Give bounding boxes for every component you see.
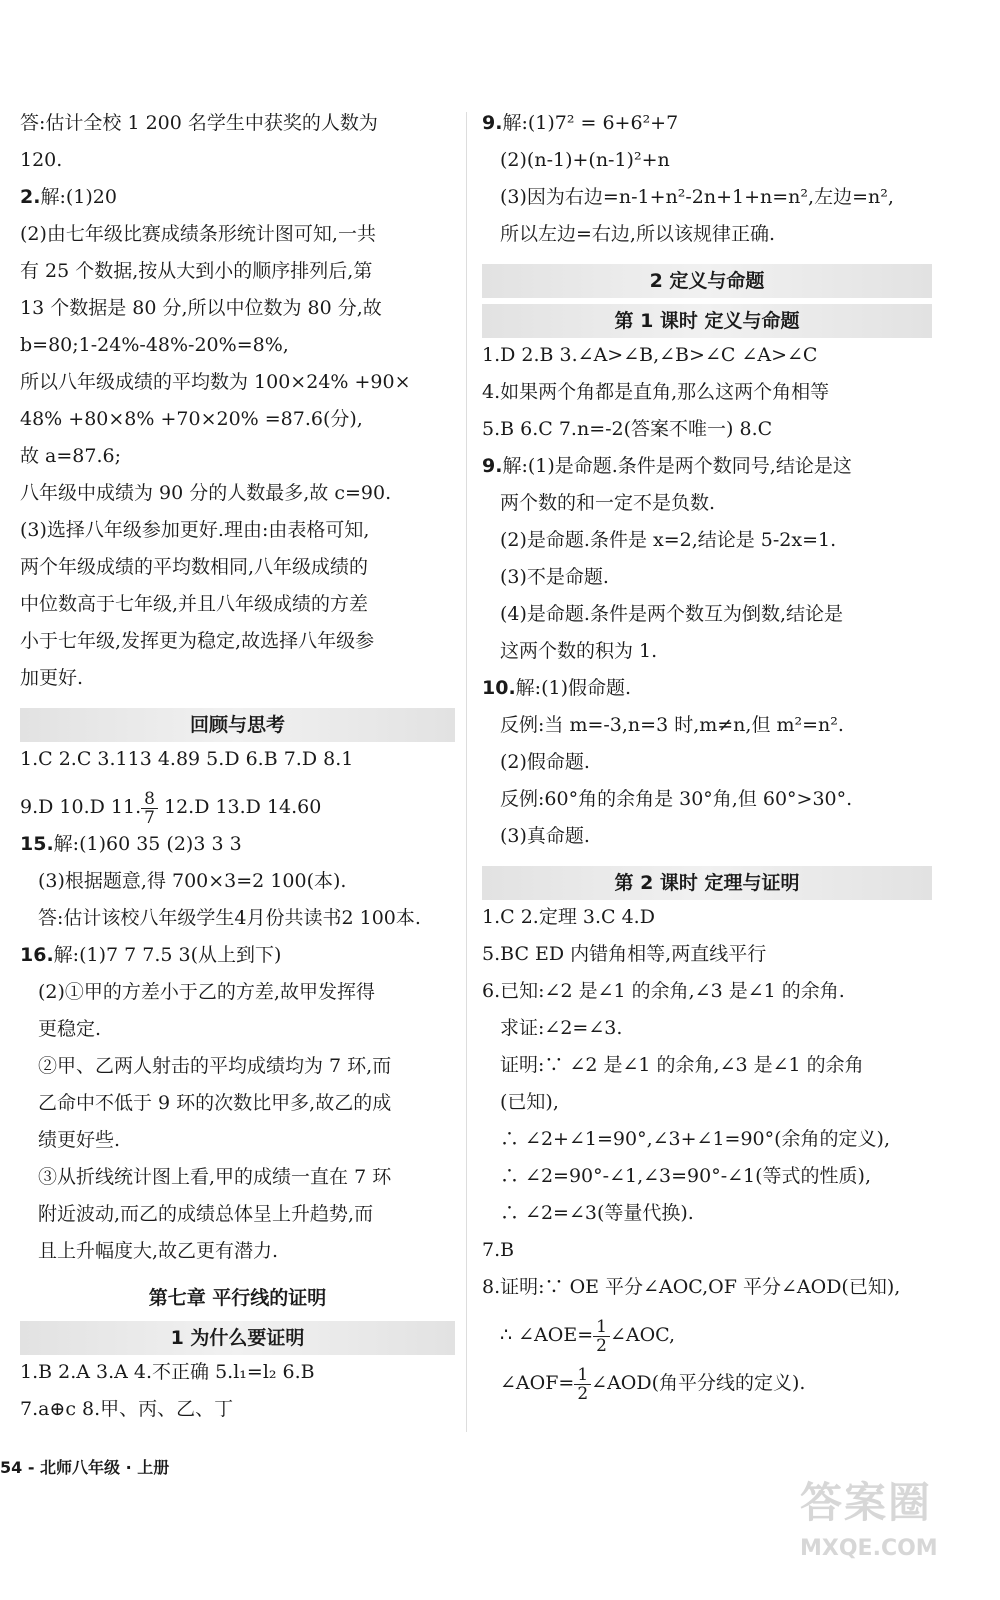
question-line xyxy=(20,186,455,223)
fraction-denominator: 7 xyxy=(144,807,155,828)
section-heading: 第 1 课时 定义与命题 xyxy=(482,304,932,338)
answer-line: 13 个数据是 80 分,所以中位数为 80 分,故 xyxy=(20,297,382,319)
answer-text: ∠AOD(角平分线的定义). xyxy=(591,1372,806,1394)
watermark-text: 答案圈 xyxy=(800,1478,933,1527)
question-line xyxy=(20,944,455,981)
fraction xyxy=(574,1366,591,1403)
answer-line: 求证:∠2=∠3. xyxy=(500,1017,623,1039)
answer-line: ∴ ∠2+∠1=90°,∠3+∠1=90°(余角的定义), xyxy=(500,1128,891,1150)
answer-row: 7.a⊕c 8.甲、丙、乙、丁 xyxy=(20,1398,234,1420)
answer-line: (3)根据题意,得 700×3=2 100(本). xyxy=(38,870,347,892)
question-line xyxy=(482,677,932,714)
answer-line: ②甲、乙两人射击的平均成绩均为 7 环,而 xyxy=(38,1055,392,1077)
section-heading: 1 为什么要证明 xyxy=(20,1321,455,1355)
right-column xyxy=(482,112,932,1409)
answer-line: 有 25 个数据,按从大到小的顺序排列后,第 xyxy=(20,260,373,282)
answer-line: (2)是命题.条件是 x=2,结论是 5-2x=1. xyxy=(500,529,837,551)
answer-line: 48% +80×8% +70×20% =87.6(分), xyxy=(20,408,363,430)
chapter-title: 第七章 平行线的证明 xyxy=(148,1287,327,1309)
question-number: 2. xyxy=(20,186,41,208)
answer-line: 八年级中成绩为 90 分的人数最多,故 c=90. xyxy=(20,482,392,504)
answer-line: 120. xyxy=(20,149,63,171)
answer-line: 所以八年级成绩的平均数为 100×24% +90× xyxy=(20,371,411,393)
question-line xyxy=(482,112,932,149)
answer-text: 解:(1)60 35 (2)3 3 3 xyxy=(53,833,242,855)
answer-line: (2)假命题. xyxy=(500,751,590,773)
answer-line: b=80;1-24%-48%-20%=8%, xyxy=(20,334,289,356)
question-number: 16. xyxy=(20,944,54,966)
section-heading: 回顾与思考 xyxy=(20,708,455,742)
answer-line: 反例:当 m=-3,n=3 时,m≠n,但 m²=n². xyxy=(500,714,844,736)
fraction-denominator: 2 xyxy=(577,1383,589,1404)
column-divider xyxy=(466,112,467,1432)
answer-line: (2)①甲的方差小于乙的方差,故甲发挥得 xyxy=(38,981,375,1003)
answer-line: 这两个数的积为 1. xyxy=(500,640,658,662)
answer-row: 4.如果两个角都是直角,那么这两个角相等 xyxy=(482,381,830,403)
fraction-line xyxy=(482,1361,932,1409)
answer-text: ∠AOC, xyxy=(609,1324,676,1346)
left-column xyxy=(20,112,455,1435)
answer-line: ③从折线统计图上看,甲的成绩一直在 7 环 xyxy=(38,1166,392,1188)
answer-line: 加更好. xyxy=(20,667,84,689)
answer-row: 5.BC ED 内错角相等,两直线平行 xyxy=(482,943,767,965)
answer-line: 两个数的和一定不是负数. xyxy=(500,492,716,514)
answer-line: 答:估计该校八年级学生4月份共读书2 100本. xyxy=(38,907,421,929)
answer-line: 乙命中不低于 9 环的次数比甲多,故乙的成 xyxy=(38,1092,392,1114)
answer-text: ∴ ∠AOE= xyxy=(500,1324,594,1346)
answer-text: 9.D 10.D 11. xyxy=(20,796,142,818)
answer-text: 解:(1)20 xyxy=(40,186,117,208)
answer-line: 附近波动,而乙的成绩总体呈上升趋势,而 xyxy=(38,1203,374,1225)
answer-row: 1.C 2.C 3.113 4.89 5.D 6.B 7.D 8.1 xyxy=(20,748,354,770)
answer-row: 7.B xyxy=(482,1239,515,1261)
answer-text: 解:(1)假命题. xyxy=(515,677,632,699)
fraction-numerator: 1 xyxy=(593,1318,610,1337)
answer-line: ∴ ∠2=90°-∠1,∠3=90°-∠1(等式的性质), xyxy=(500,1165,872,1187)
page-footer: 54 - 北师八年级 · 上册 xyxy=(0,1458,170,1477)
fraction xyxy=(141,790,158,827)
answer-line: 中位数高于七年级,并且八年级成绩的方差 xyxy=(20,593,369,615)
answer-line: 更稳定. xyxy=(38,1018,102,1040)
answer-line: (已知), xyxy=(500,1091,559,1113)
answer-line: 答:估计全校 1 200 名学生中获奖的人数为 xyxy=(20,112,378,134)
answer-line: 两个年级成绩的平均数相同,八年级成绩的 xyxy=(20,556,369,578)
answer-line: (3)真命题. xyxy=(500,825,590,847)
answer-line: (3)不是命题. xyxy=(500,566,609,588)
watermark-logo xyxy=(800,1470,970,1580)
answer-line: 反例:60°角的余角是 30°角,但 60°>30°. xyxy=(500,788,853,810)
answer-text: 解:(1)7 7 7.5 3(从上到下) xyxy=(53,944,282,966)
answer-line: (3)选择八年级参加更好.理由:由表格可知, xyxy=(20,519,370,541)
answer-line: (2)(n-1)+(n-1)²+n xyxy=(500,149,670,171)
answer-line: ∴ ∠2=∠3(等量代换). xyxy=(500,1202,694,1224)
answer-row: 1.C 2.定理 3.C 4.D xyxy=(482,906,655,928)
fraction-line xyxy=(20,785,455,833)
section-heading: 2 定义与命题 xyxy=(482,264,932,298)
answer-line: 小于七年级,发挥更为稳定,故选择八年级参 xyxy=(20,630,375,652)
fraction-numerator: 1 xyxy=(574,1366,591,1385)
answer-text: 解:(1)7² = 6+6²+7 xyxy=(502,112,679,134)
answer-line: 证明:∵ ∠2 是∠1 的余角,∠3 是∠1 的余角 xyxy=(500,1054,864,1076)
question-number: 15. xyxy=(20,833,54,855)
answer-line: (2)由七年级比赛成绩条形统计图可知,一共 xyxy=(20,223,376,245)
fraction xyxy=(593,1318,610,1355)
answer-line: 绩更好些. xyxy=(38,1129,121,1151)
answer-row: 1.B 2.A 3.A 4.不正确 5.l₁=l₂ 6.B xyxy=(20,1361,315,1383)
question-number: 9. xyxy=(482,112,503,134)
section-heading: 第 2 课时 定理与证明 xyxy=(482,866,932,900)
question-number: 10. xyxy=(482,677,516,699)
answer-line: 所以左边=右边,所以该规律正确. xyxy=(500,223,775,245)
answer-row: 1.D 2.B 3.∠A>∠B,∠B>∠C ∠A>∠C xyxy=(482,344,818,366)
answer-text: ∠AOF= xyxy=(500,1372,575,1394)
fraction-numerator: 8 xyxy=(141,790,158,809)
question-line xyxy=(20,833,455,870)
watermark-url: MXQE.COM xyxy=(800,1536,938,1561)
answer-row: 8.证明:∵ OE 平分∠AOC,OF 平分∠AOD(已知), xyxy=(482,1276,901,1298)
fraction-line xyxy=(482,1313,932,1361)
answer-line: (4)是命题.条件是两个数互为倒数,结论是 xyxy=(500,603,843,625)
answer-text: 解:(1)是命题.条件是两个数同号,结论是这 xyxy=(502,455,852,477)
fraction-denominator: 2 xyxy=(596,1335,607,1356)
answer-line: (3)因为右边=n-1+n²-2n+1+n=n²,左边=n², xyxy=(500,186,894,208)
question-line xyxy=(482,455,932,492)
answer-text: 12.D 13.D 14.60 xyxy=(157,796,322,818)
answer-row: 6.已知:∠2 是∠1 的余角,∠3 是∠1 的余角. xyxy=(482,980,845,1002)
answer-row: 5.B 6.C 7.n=-2(答案不唯一) 8.C xyxy=(482,418,773,440)
question-number: 9. xyxy=(482,455,503,477)
answer-line: 故 a=87.6; xyxy=(20,445,121,467)
answer-line: 且上升幅度大,故乙更有潜力. xyxy=(38,1240,279,1262)
